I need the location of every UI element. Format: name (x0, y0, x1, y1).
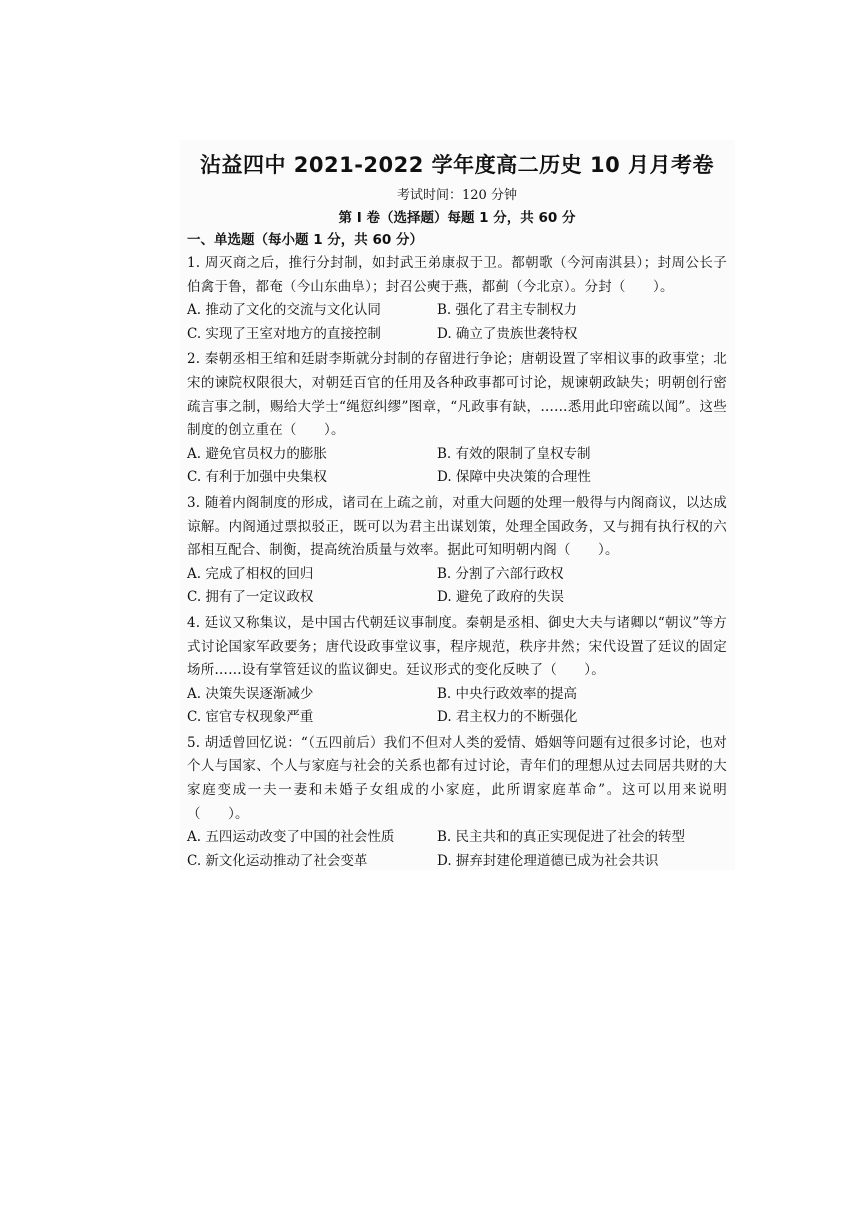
section-title: 一、单选题（每小题 1 分，共 60 分） (187, 232, 423, 248)
option-a: A. 五四运动改变了中国的社会性质 (187, 829, 395, 846)
option-d: D. 确立了贵族世袭特权 (437, 325, 578, 342)
option-c: C. 有利于加强中央集权 (187, 469, 327, 486)
option-c: C. 拥有了一定议政权 (187, 589, 314, 606)
option-d: D. 摒弃封建伦理道德已成为社会共识 (437, 852, 659, 869)
question-options (187, 683, 727, 730)
option-d: D. 保障中央决策的合理性 (437, 469, 591, 486)
option-c: C. 新文化运动推动了社会变革 (187, 852, 368, 869)
option-a: A. 推动了文化的交流与文化认同 (187, 302, 381, 319)
question-3 (187, 492, 727, 610)
option-c: C. 宦官专权现象严重 (187, 709, 314, 726)
question-stem: 5. 胡适曾回忆说：“（五四前后）我们不但对人类的爱情、婚姻等问题有过很多讨论，也对个人与国家、个人与家庭与社会的关系也都有过讨论，青年们的理想从过去同居共财的大家庭变成一夫一妻和未婚子女组成的小家庭，此所谓家庭革命”。这可以用来说明（ ）。 (187, 734, 727, 822)
option-c: C. 实现了王室对地方的直接控制 (187, 325, 381, 342)
question-5 (187, 732, 727, 874)
option-a: A. 决策失误逐渐减少 (187, 685, 314, 702)
question-stem: 1. 周灭商之后，推行分封制，如封武王弟康叔于卫。都朝歌（今河南淇县）；封周公长子伯禽于鲁，都奄（今山东曲阜）；封召公奭于燕，都蓟（今北京）。分封（ ）。 (187, 255, 727, 295)
exam-title: 沾益四中 2021-2022 学年度高二历史 10 月月考卷 (199, 153, 715, 177)
question-options (187, 826, 727, 873)
option-a: A. 完成了相权的回归 (187, 565, 314, 582)
option-b: B. 有效的限制了皇权专制 (437, 445, 591, 462)
option-a: A. 避免官员权力的膨胀 (187, 445, 327, 462)
question-4 (187, 612, 727, 730)
question-options (187, 299, 727, 346)
question-2 (187, 348, 727, 490)
question-stem: 2. 秦朝丞相王绾和廷尉李斯就分封制的存留进行争论；唐朝设置了宰相议事的政事堂；北宋的谏院权限很大，对朝廷百官的任用及各种政事都可讨论，规谏朝政缺失；明朝创行密疏言事之制，赐给大学士“绳愆纠缪”图章，“凡政事有缺，……悉用此印密疏以闻”。这些制度的创立重在（ ）。 (187, 351, 727, 439)
option-d: D. 君主权力的不断强化 (437, 709, 578, 726)
exam-time: 考试时间：120 分钟 (397, 188, 517, 203)
option-b: B. 强化了君主专制权力 (437, 302, 578, 319)
question-stem: 4. 廷议又称集议，是中国古代朝廷议事制度。秦朝是丞相、御史大夫与诸卿以“朝议”等方式讨论国家军政要务；唐代设政事堂议事，程序规范，秩序井然；宋代设置了廷议的固定场所……设有掌管廷议的监议御史。廷议形式的变化反映了（ ）。 (187, 614, 727, 679)
option-b: B. 民主共和的真正实现促进了社会的转型 (437, 829, 686, 846)
question-1 (187, 252, 727, 346)
option-b: B. 中央行政效率的提高 (437, 685, 578, 702)
question-options (187, 563, 727, 610)
question-stem: 3. 随着内阁制度的形成，诸司在上疏之前，对重大问题的处理一般得与内阁商议，以达成谅解。内阁通过票拟驳正，既可以为君主出谋划策，处理全国政务，又与拥有执行权的六部相互配合、制衡，提高统治质量与效率。据此可知明朝内阁（ ）。 (187, 494, 727, 559)
exam-content (187, 150, 727, 873)
option-b: B. 分割了六部行政权 (437, 565, 564, 582)
question-options (187, 443, 727, 490)
option-d: D. 避免了政府的失误 (437, 589, 564, 606)
part-title: 第 I 卷（选择题）每题 1 分，共 60 分 (338, 210, 576, 226)
